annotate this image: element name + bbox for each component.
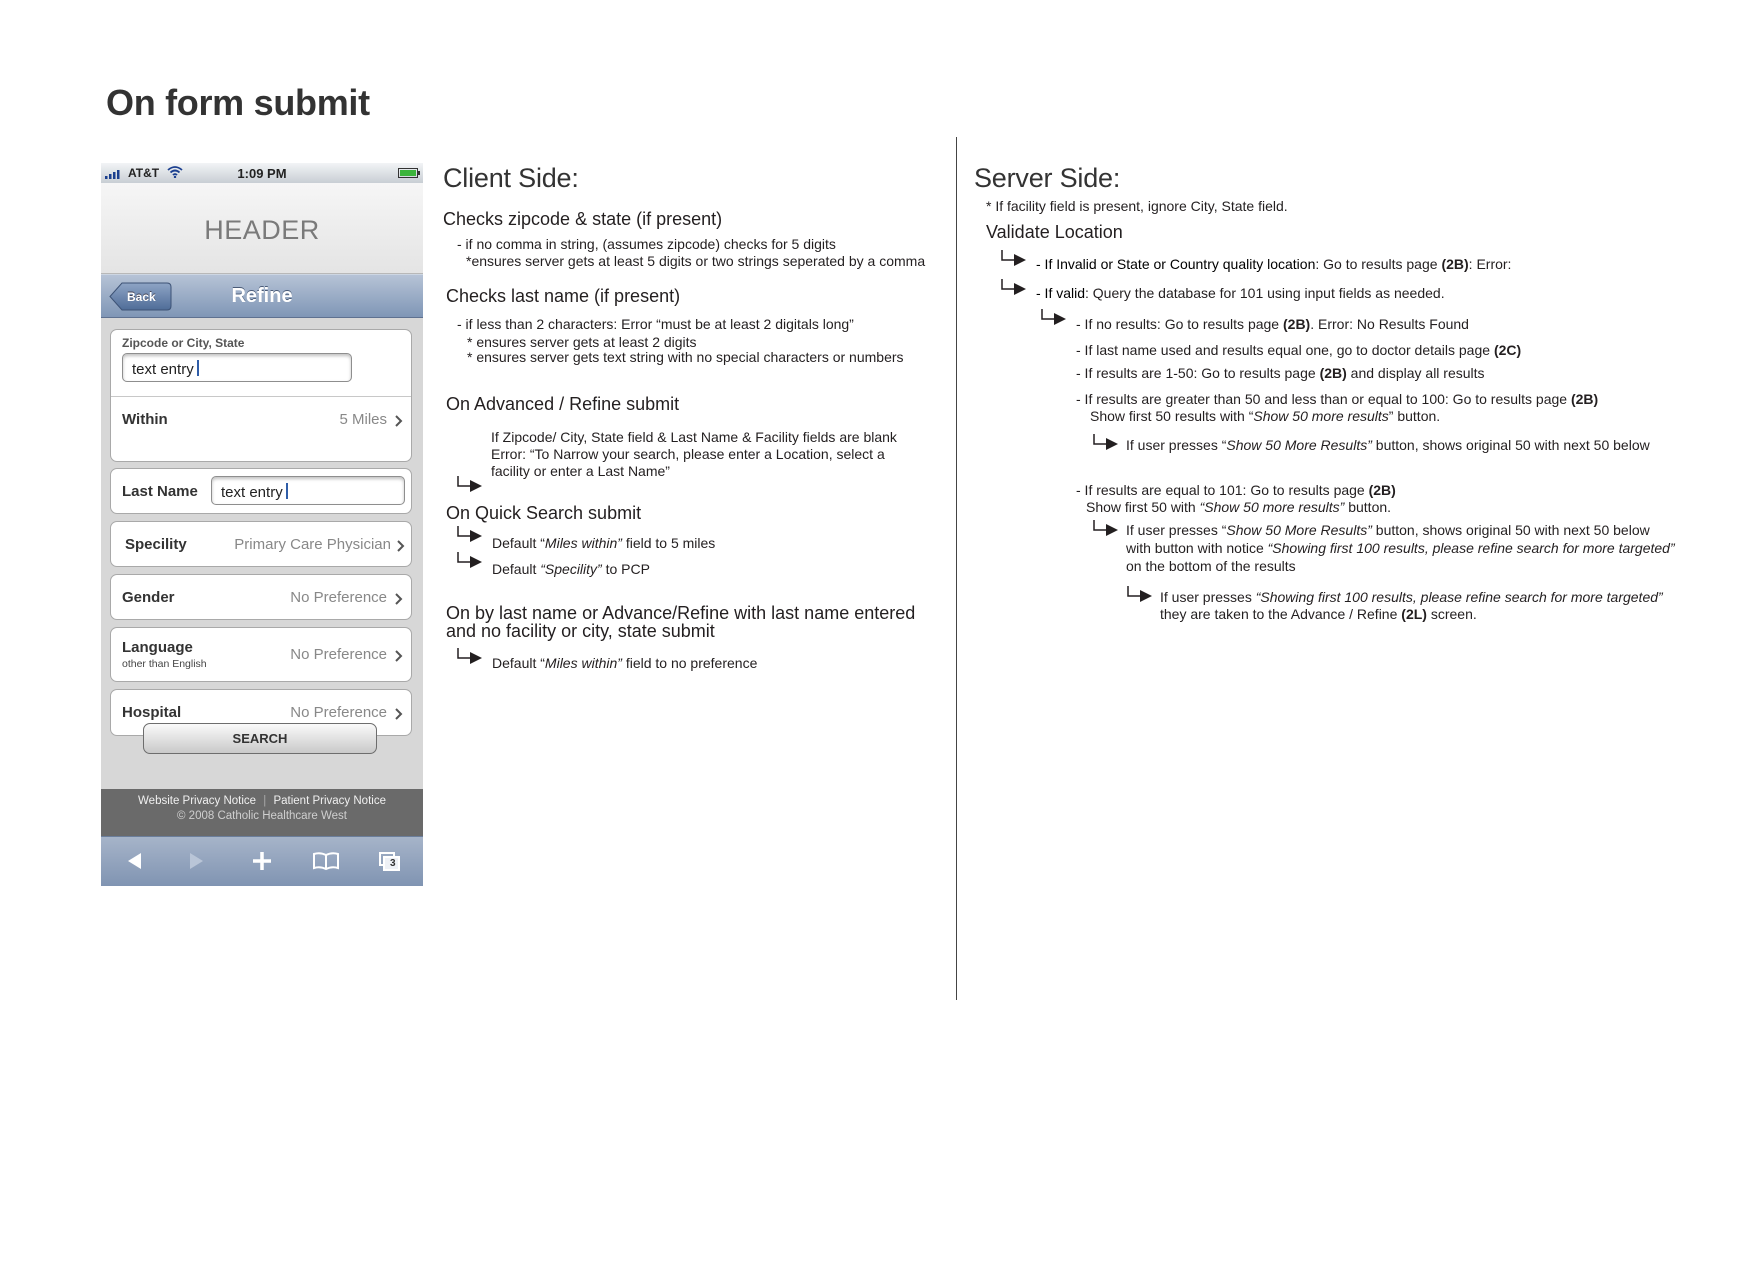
arrow-icon [1000, 279, 1030, 295]
chevron-right-icon [394, 707, 403, 721]
language-sublabel: other than English [122, 658, 207, 670]
gt50-rule: - If results are greater than 50 and less than or equal to 100: Go to results page (2B) [1076, 391, 1599, 407]
advanced-heading: On Advanced / Refine submit [446, 394, 680, 414]
arrow-icon [456, 648, 486, 664]
chevron-right-icon [394, 414, 403, 428]
arrow-icon [1092, 434, 1122, 450]
no-results-rule: - If no results: Go to results page (2B). Error: No Results Found [1076, 316, 1469, 332]
range-results-rule: - If results are 1-50: Go to results page (2B) and display all results [1076, 365, 1485, 381]
tabs-count: 3 [390, 858, 396, 869]
nav-bar [101, 274, 423, 318]
language-label: Language [122, 639, 193, 656]
footer-separator: | [263, 795, 267, 807]
language-value: No Preference [290, 646, 387, 663]
valid-location-rule: - If valid: Query the database for 101 using input fields as needed. [1036, 285, 1445, 301]
website-privacy-link[interactable]: Website Privacy Notice [138, 795, 257, 807]
lastname-submit-item: Default “Miles within” field to no preference [492, 655, 758, 671]
advanced-line2: Error: “To Narrow your search, please enter a Location, select a [491, 446, 885, 462]
app-header [101, 183, 423, 274]
eq101-press-line2: with button with notice “Showing first 100 results, please refine search for more targeted” [1126, 540, 1675, 556]
zip-check-line1: - if no comma in string, (assumes zipcode) checks for 5 digits [457, 236, 836, 252]
nav-title: Refine [231, 285, 293, 307]
status-bar [101, 163, 423, 183]
lastname-submit-heading2: and no facility or city, state submit [446, 621, 715, 641]
eq101-rule: - If results are equal to 101: Go to results page (2B) [1076, 482, 1396, 498]
zip-check-line2: *ensures server gets at least 5 digits or two strings seperated by a comma [466, 253, 926, 269]
specility-row[interactable] [110, 521, 412, 567]
showing-100-line2: they are taken to the Advance / Refine (2L) screen. [1160, 606, 1477, 622]
hospital-value: No Preference [290, 704, 387, 721]
phone-footer [101, 789, 423, 836]
lastname-check-line2: * ensures server gets at least 2 digits [467, 334, 697, 350]
within-row[interactable] [111, 397, 411, 461]
carrier-name: AT&T [128, 166, 160, 180]
zip-input-value: text entry [132, 361, 194, 378]
gender-value: No Preference [290, 589, 387, 606]
showing-100-rule: If user presses “Showing first 100 results, please refine search for more targeted” [1160, 589, 1663, 605]
gt50-rule-line2: Show first 50 results with “Show 50 more results” button. [1090, 408, 1441, 424]
arrow-icon [1092, 520, 1122, 536]
text-cursor [286, 483, 288, 499]
status-time: 1:09 PM [237, 166, 287, 181]
lastname-input[interactable] [211, 476, 405, 505]
arrow-icon [1040, 309, 1070, 325]
arrow-icon [1000, 250, 1030, 266]
column-divider [956, 137, 957, 1000]
zip-check-heading: Checks zipcode & state (if present) [443, 209, 723, 229]
back-button-label: Back [127, 290, 156, 304]
lastname-submit-heading1: On by last name or Advance/Refine with last name entered [446, 603, 916, 623]
page-title: On form submit [106, 82, 370, 123]
phone-mockup [101, 163, 423, 886]
chevron-right-icon [396, 539, 405, 553]
server-side-heading: Server Side: [974, 163, 1121, 193]
quick-search-heading: On Quick Search submit [446, 503, 642, 523]
lastname-label: Last Name [122, 483, 198, 500]
specility-value: Primary Care Physician [234, 536, 391, 553]
gt50-press-rule: If user presses “Show 50 More Results” button, shows original 50 with next 50 below [1126, 437, 1650, 453]
gender-label: Gender [122, 589, 175, 606]
add-icon[interactable] [252, 851, 272, 871]
lastname-check-heading: Checks last name (if present) [446, 286, 681, 306]
quick-search-item2: Default “Specility” to PCP [492, 561, 650, 577]
eq101-press-line3: on the bottom of the results [1126, 558, 1296, 574]
battery-icon [398, 168, 420, 178]
gender-row[interactable] [110, 574, 412, 620]
eq101-press-rule: If user presses “Show 50 More Results” button, shows original 50 with next 50 below [1126, 522, 1650, 538]
arrow-icon [456, 552, 486, 568]
bookmarks-icon[interactable] [312, 851, 340, 871]
chevron-right-icon [394, 592, 403, 606]
forward-arrow-icon[interactable] [189, 851, 205, 871]
arrow-icon [456, 476, 486, 492]
validate-location-heading: Validate Location [986, 222, 1123, 242]
arrow-icon [1126, 586, 1156, 602]
zip-input[interactable] [122, 353, 352, 382]
lastname-check-line3: * ensures server gets text string with no special characters or numbers [467, 349, 904, 365]
client-side-heading: Client Side: [443, 163, 579, 193]
location-card [110, 329, 412, 462]
chevron-right-icon [394, 649, 403, 663]
patient-privacy-link[interactable]: Patient Privacy Notice [273, 795, 386, 807]
invalid-location-rule: - If Invalid or State or Country quality location: Go to results page (2B): Error: [1036, 256, 1512, 272]
lastname-check-line1: - if less than 2 characters: Error “must be at least 2 digitals long” [457, 316, 854, 332]
browser-toolbar [101, 836, 423, 886]
hospital-label: Hospital [122, 704, 182, 721]
within-label: Within [122, 411, 168, 428]
eq101-rule-line2: Show first 50 with “Show 50 more results” button. [1086, 499, 1392, 515]
one-result-rule: - If last name used and results equal one, go to doctor details page (2C) [1076, 342, 1522, 358]
copyright: © 2008 Catholic Healthcare West [177, 810, 347, 822]
facility-note: * If facility field is present, ignore City, State field. [986, 198, 1288, 214]
header-text: HEADER [204, 215, 320, 245]
specility-label: Specility [125, 536, 187, 553]
back-arrow-icon[interactable] [126, 851, 142, 871]
language-row[interactable] [110, 627, 412, 682]
zip-label: Zipcode or City, State [122, 336, 245, 350]
search-button[interactable]: SEARCH [143, 723, 377, 754]
quick-search-item1: Default “Miles within” field to 5 miles [492, 535, 716, 551]
lastname-input-value: text entry [221, 484, 283, 501]
within-value: 5 Miles [339, 411, 387, 428]
text-cursor [197, 360, 199, 376]
arrow-icon [456, 526, 486, 542]
advanced-line3: facility or enter a Last Name” [491, 463, 670, 479]
lastname-card [110, 468, 412, 514]
advanced-line1: If Zipcode/ City, State field & Last Name & Facility fields are blank [491, 429, 897, 445]
